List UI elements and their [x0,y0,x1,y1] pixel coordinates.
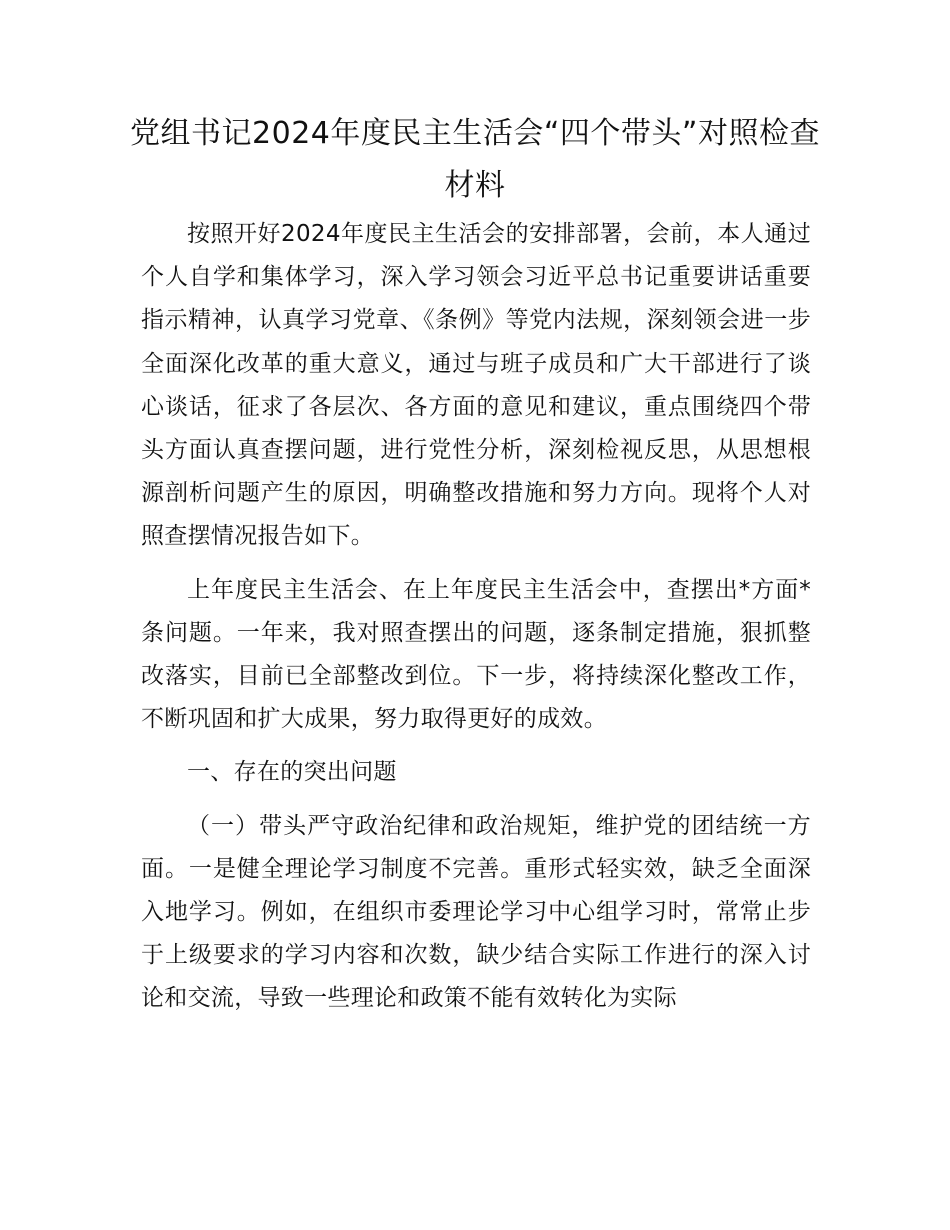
document-title: 党组书记2024年度民主生活会“四个带头”对照检查材料 [130,116,820,203]
intro-paragraph: 按照开好2024年度民主生活会的安排部署，会前，本人通过个人自学和集体学习，深入学习领会习近平总书记重要讲话重要指示精神，认真学习党章、《条例》等党内法规，深刻领会进一步全面深化改革的重大意义，通过与班子成员和广大干部进行了谈心谈话，征求了各层次、各方面的意见和建议，重点围绕四个带头方面认真查摆问题，进行党性分析，深刻检视反思，从思想根源剖析问题产生的原因，明确整改措施和努力方向。现将个人对照查摆情况报告如下。 [141,221,811,550]
section-heading: 一、存在的突出问题 [187,759,397,786]
previous-rectification-paragraph: 上年度民主生活会、在上年度民主生活会中，查摆出*方面*条问题。一年来，我对照查摆出的问题，逐条制定措施，狠抓整改落实，目前已全部整改到位。下一步，将持续深化整改工作，不断巩固和扩大成果，努力取得更好的成效。 [141,576,811,733]
section-1-paragraph: （一）带头严守政治纪律和政治规矩，维护党的团结统一方面。一是健全理论学习制度不完善。重形式轻实效，缺乏全面深入地学习。例如，在组织市委理论学习中心组学习时，常常止步于上级要求的学习内容和次数，缺少结合实际工作进行的深入讨论和交流，导致一些理论和政策不能有效转化为实际 [141,812,811,1012]
document-body [141,213,811,1021]
